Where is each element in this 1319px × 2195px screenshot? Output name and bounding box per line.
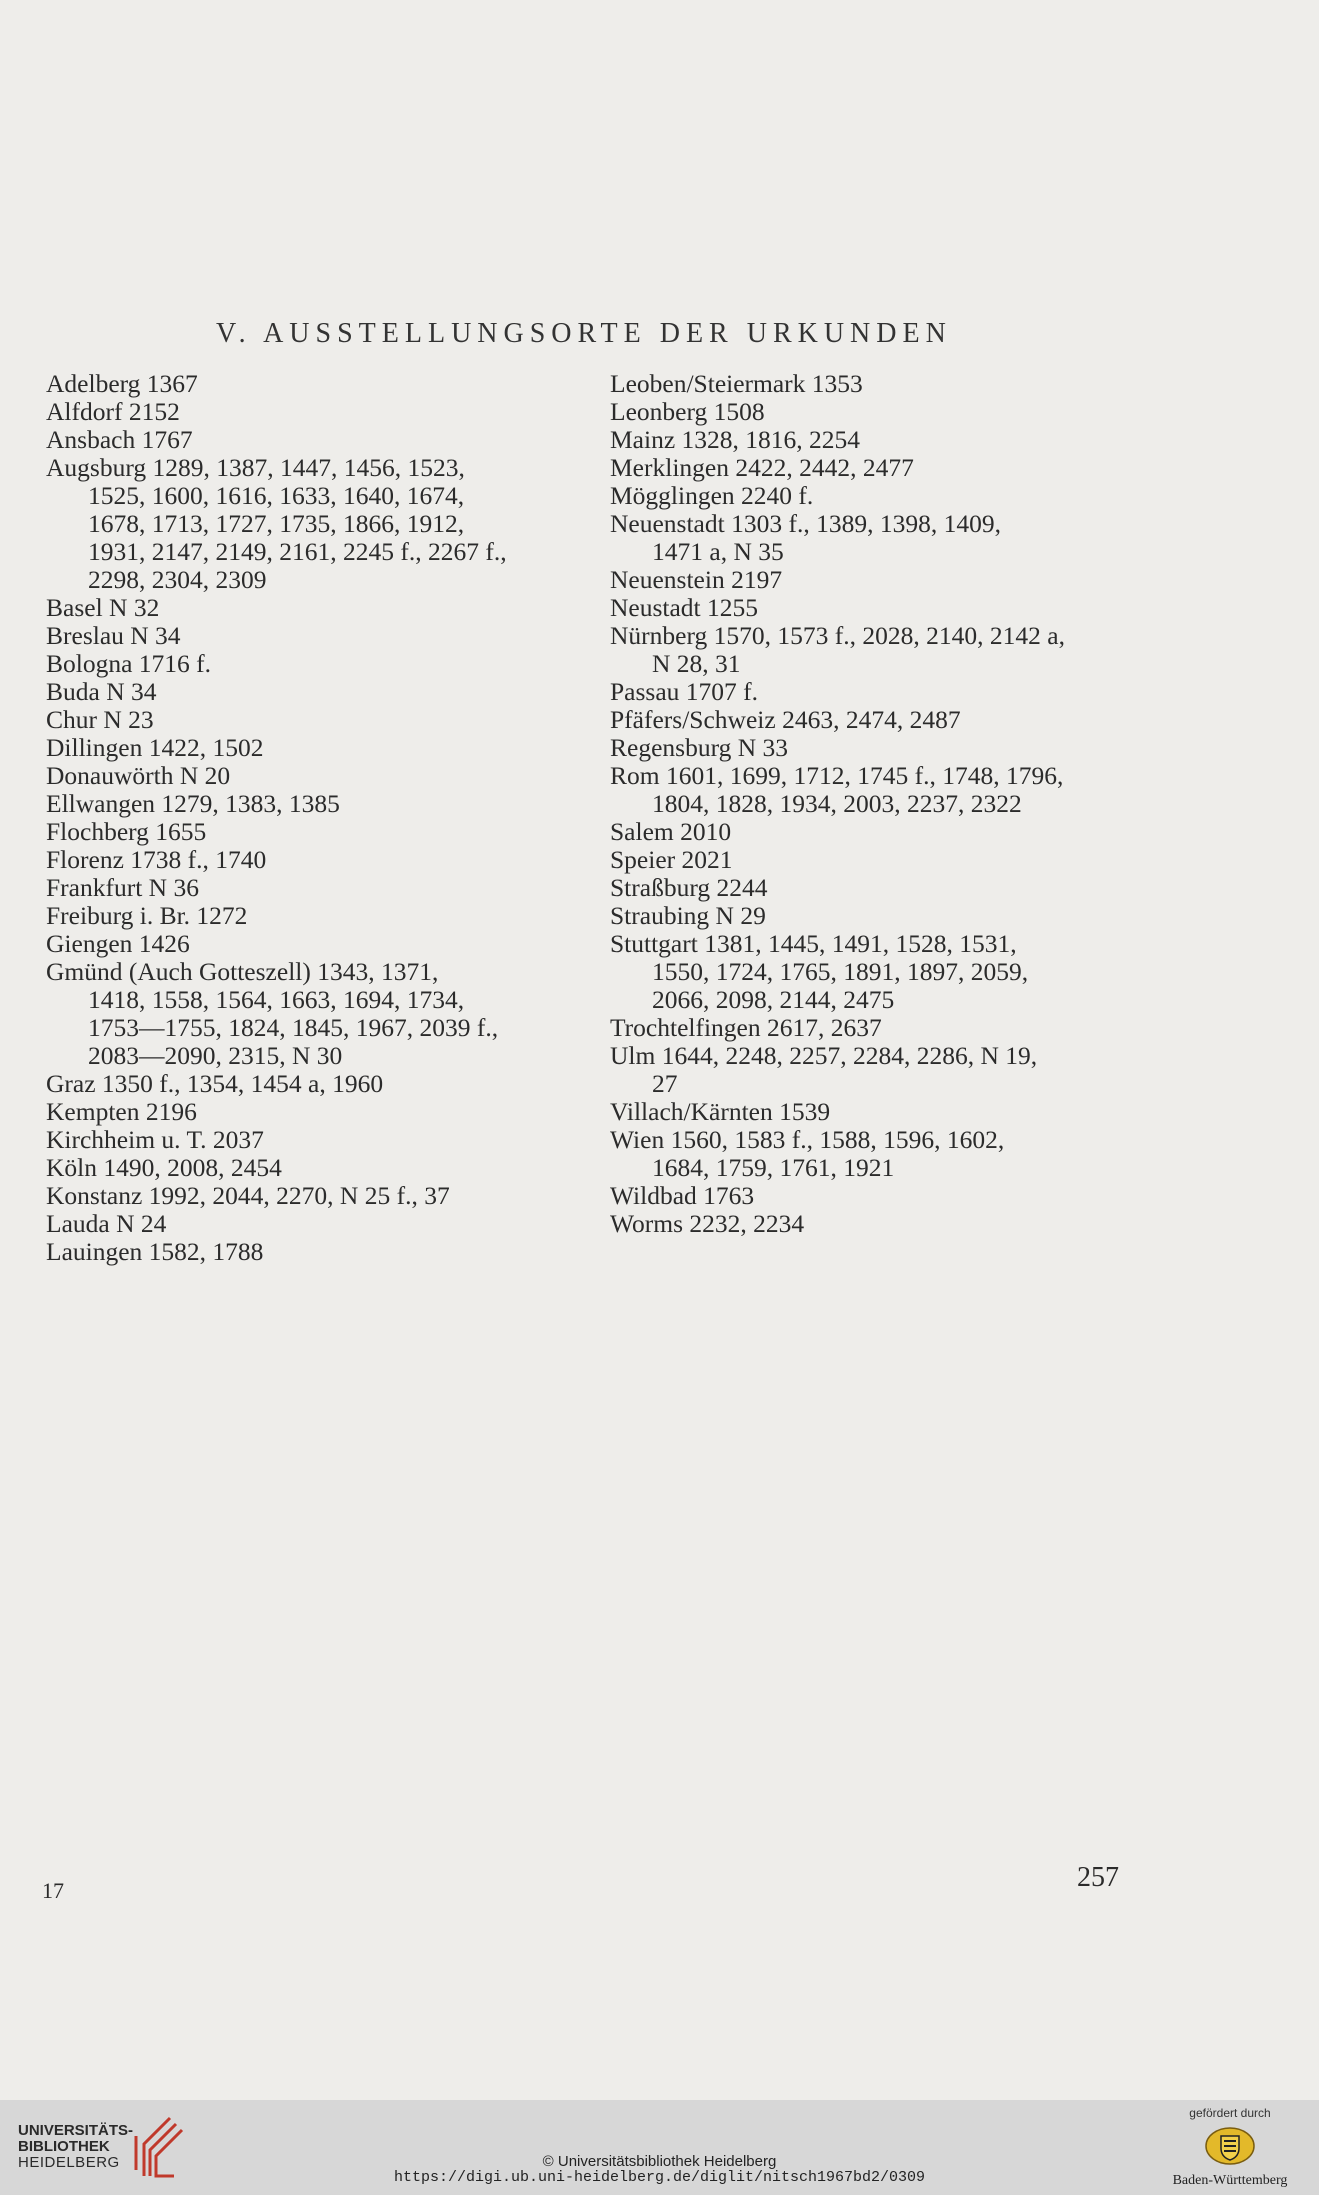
- index-entry: [46, 622, 566, 650]
- index-entry: [610, 762, 1134, 818]
- index-entry-line: Mögglingen 2240 f.: [610, 481, 814, 510]
- funded-by-label: gefördert durch: [1189, 2106, 1271, 2120]
- index-entry-continuation: 1753—1755, 1824, 1845, 1967, 2039 f.,: [88, 1013, 499, 1042]
- index-entry-line: Wien 1560, 1583 f., 1588, 1596, 1602,: [610, 1125, 1005, 1154]
- index-entry-continuation: 1678, 1713, 1727, 1735, 1866, 1912,: [88, 509, 465, 538]
- index-entry-line: Florenz 1738 f., 1740: [46, 845, 267, 874]
- index-entry-line: Nürnberg 1570, 1573 f., 2028, 2140, 2142 a,: [610, 621, 1065, 650]
- index-entry: [46, 1098, 566, 1126]
- index-entry: [46, 930, 566, 958]
- baden-wuerttemberg-coat-of-arms-icon: [1204, 2126, 1256, 2166]
- library-line2: BIBLIOTHEK: [18, 2138, 110, 2155]
- index-entry-line: Speier 2021: [610, 845, 733, 874]
- index-entry: [46, 1210, 566, 1238]
- index-entry-line: Flochberg 1655: [46, 817, 207, 846]
- index-entry-line: Wildbad 1763: [610, 1181, 755, 1210]
- index-entry-line: Köln 1490, 2008, 2454: [46, 1153, 282, 1182]
- index-entry-continuation: N 28, 31: [652, 649, 741, 678]
- index-entry-line: Chur N 23: [46, 705, 154, 734]
- index-entry-line: Passau 1707 f.: [610, 677, 759, 706]
- index-entry-line: Lauda N 24: [46, 1209, 167, 1238]
- index-entry-line: Kempten 2196: [46, 1097, 197, 1126]
- page-number: 257: [1077, 1862, 1119, 1893]
- index-entry: [46, 762, 566, 790]
- index-entry: [610, 846, 1134, 874]
- footer-bar: [0, 2100, 1319, 2195]
- index-entry-line: Kirchheim u. T. 2037: [46, 1125, 264, 1154]
- index-entry-line: Konstanz 1992, 2044, 2270, N 25 f., 37: [46, 1181, 450, 1210]
- index-entry-line: Giengen 1426: [46, 929, 190, 958]
- index-entry-line: Straßburg 2244: [610, 873, 768, 902]
- index-entry-line: Villach/Kärnten 1539: [610, 1097, 831, 1126]
- index-entry-continuation: 2298, 2304, 2309: [88, 565, 267, 594]
- index-entry-line: Leoben/Steiermark 1353: [610, 369, 863, 398]
- index-entry: [46, 706, 566, 734]
- index-entry: [610, 566, 1134, 594]
- index-entry-line: Mainz 1328, 1816, 2254: [610, 425, 861, 454]
- signature-mark: 17: [42, 1878, 64, 1903]
- index-entry-line: Merklingen 2422, 2442, 2477: [610, 453, 914, 482]
- index-column-left: [46, 370, 566, 1266]
- index-entry: [610, 930, 1134, 1014]
- index-entry: [46, 1070, 566, 1098]
- index-entry-line: Gmünd (Auch Gotteszell) 1343, 1371,: [46, 957, 439, 986]
- index-entry-line: Adelberg 1367: [46, 369, 198, 398]
- funder-block[interactable]: [1155, 2106, 1305, 2189]
- index-entry: [46, 846, 566, 874]
- index-entry: [46, 398, 566, 426]
- index-entry-line: Augsburg 1289, 1387, 1447, 1456, 1523,: [46, 453, 465, 482]
- index-entry: [46, 958, 566, 1070]
- index-entry-line: Graz 1350 f., 1354, 1454 a, 1960: [46, 1069, 384, 1098]
- index-entry: [610, 1126, 1134, 1182]
- index-entry-line: Dillingen 1422, 1502: [46, 733, 264, 762]
- index-entry: [46, 426, 566, 454]
- index-entry: [610, 370, 1134, 398]
- index-entry-continuation: 1684, 1759, 1761, 1921: [652, 1153, 895, 1182]
- index-entry-continuation: 2066, 2098, 2144, 2475: [652, 985, 895, 1014]
- index-entry: [610, 622, 1134, 678]
- index-entry: [46, 594, 566, 622]
- index-entry-line: Rom 1601, 1699, 1712, 1745 f., 1748, 1796,: [610, 761, 1064, 790]
- index-entry: [610, 706, 1134, 734]
- index-entry: [610, 902, 1134, 930]
- index-column-right: [610, 370, 1134, 1238]
- index-entry-line: Frankfurt N 36: [46, 873, 199, 902]
- index-entry-line: Neustadt 1255: [610, 593, 759, 622]
- index-entry: [610, 734, 1134, 762]
- index-entry-line: Basel N 32: [46, 593, 160, 622]
- index-entry: [46, 678, 566, 706]
- index-entry: [46, 1182, 566, 1210]
- index-entry-line: Freiburg i. Br. 1272: [46, 901, 248, 930]
- index-entry: [610, 1042, 1134, 1098]
- index-entry-line: Ellwangen 1279, 1383, 1385: [46, 789, 340, 818]
- index-entry-line: Alfdorf 2152: [46, 397, 180, 426]
- index-entry-line: Breslau N 34: [46, 621, 181, 650]
- index-entry: [610, 510, 1134, 566]
- index-entry-continuation: 1418, 1558, 1564, 1663, 1694, 1734,: [88, 985, 465, 1014]
- index-entry-line: Straubing N 29: [610, 901, 766, 930]
- index-entry: [46, 790, 566, 818]
- index-entry: [46, 370, 566, 398]
- index-entry: [610, 594, 1134, 622]
- index-entry-line: Ansbach 1767: [46, 425, 193, 454]
- index-entry: [610, 454, 1134, 482]
- index-entry: [610, 1182, 1134, 1210]
- library-line1: UNIVERSITÄTS-: [18, 2122, 134, 2139]
- index-entry-line: Leonberg 1508: [610, 397, 765, 426]
- index-entry-line: Neuenstadt 1303 f., 1389, 1398, 1409,: [610, 509, 1001, 538]
- index-entry-line: Trochtelfingen 2617, 2637: [610, 1013, 882, 1042]
- index-entry-line: Pfäfers/Schweiz 2463, 2474, 2487: [610, 705, 961, 734]
- index-entry-line: Lauingen 1582, 1788: [46, 1237, 264, 1266]
- index-entry-line: Bologna 1716 f.: [46, 649, 212, 678]
- index-entry: [610, 482, 1134, 510]
- copyright-text: © Universitätsbibliothek Heidelberg: [542, 2153, 777, 2170]
- index-entry: [610, 1098, 1134, 1126]
- index-entry-continuation: 1471 a, N 35: [652, 537, 784, 566]
- index-entry: [610, 818, 1134, 846]
- index-entry: [610, 874, 1134, 902]
- copyright-block: [0, 2154, 1319, 2186]
- index-entry: [46, 1238, 566, 1266]
- index-entry-continuation: 1550, 1724, 1765, 1891, 1897, 2059,: [652, 957, 1029, 986]
- index-entry-line: Stuttgart 1381, 1445, 1491, 1528, 1531,: [610, 929, 1017, 958]
- index-entry: [46, 874, 566, 902]
- index-entry: [610, 398, 1134, 426]
- index-entry: [610, 1210, 1134, 1238]
- index-entry-line: Neuenstein 2197: [610, 565, 783, 594]
- index-entry: [46, 902, 566, 930]
- index-entry: [46, 454, 566, 594]
- index-entry: [46, 1126, 566, 1154]
- index-entry: [610, 426, 1134, 454]
- index-entry-line: Worms 2232, 2234: [610, 1209, 805, 1238]
- index-entry-continuation: 1931, 2147, 2149, 2161, 2245 f., 2267 f.,: [88, 537, 507, 566]
- index-entry-line: Regensburg N 33: [610, 733, 789, 762]
- index-entry-line: Salem 2010: [610, 817, 732, 846]
- index-entry: [610, 678, 1134, 706]
- index-entry: [46, 650, 566, 678]
- index-entry-continuation: 1525, 1600, 1616, 1633, 1640, 1674,: [88, 481, 465, 510]
- page-title: V. AUSSTELLUNGSORTE DER URKUNDEN: [216, 318, 952, 349]
- index-entry: [610, 1014, 1134, 1042]
- funder-name: Baden-Württemberg: [1172, 2173, 1288, 2188]
- index-entry-continuation: 1804, 1828, 1934, 2003, 2237, 2322: [652, 789, 1022, 818]
- permalink-url[interactable]: https://digi.ub.uni-heidelberg.de/diglit/nitsch1967bd2/0309: [393, 2169, 926, 2186]
- index-entry-line: Ulm 1644, 2248, 2257, 2284, 2286, N 19,: [610, 1041, 1038, 1070]
- index-entry-continuation: 2083—2090, 2315, N 30: [88, 1041, 343, 1070]
- index-entry: [46, 1154, 566, 1182]
- index-entry-line: Donauwörth N 20: [46, 761, 231, 790]
- index-entry-line: Buda N 34: [46, 677, 157, 706]
- index-entry: [46, 734, 566, 762]
- index-entry: [46, 818, 566, 846]
- library-line3: HEIDELBERG: [18, 2154, 120, 2171]
- index-entry-continuation: 27: [652, 1069, 678, 1098]
